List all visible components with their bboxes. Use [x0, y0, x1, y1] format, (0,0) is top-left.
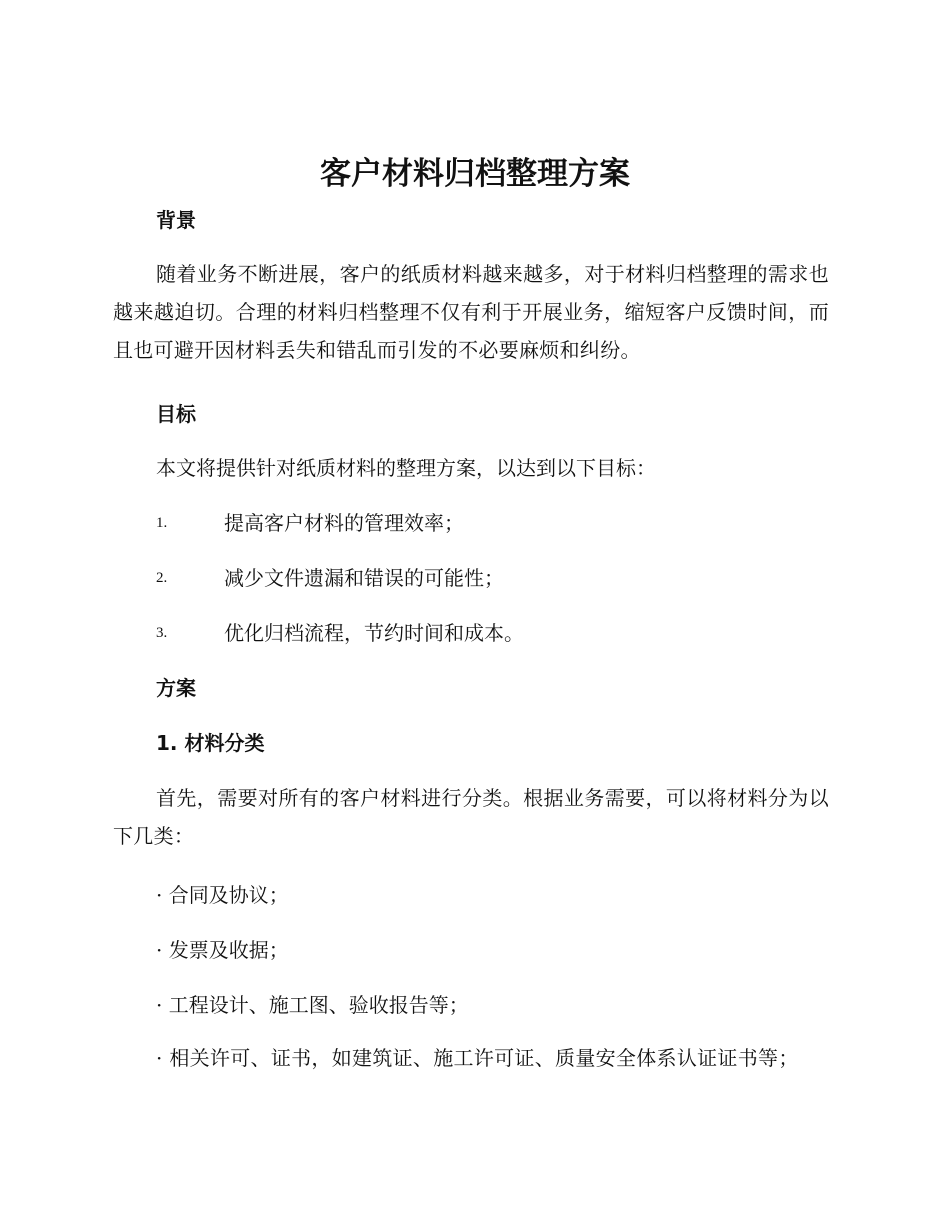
list-item-text: 减少文件遗漏和错误的可能性； [224, 566, 504, 590]
background-paragraph: 随着业务不断进展，客户的纸质材料越来越多，对于材料归档整理的需求也越来越迫切。合理的材料归档整理不仅有利于开展业务，缩短客户反馈时间，而且也可避开因材料丢失和错乱而引发的不必要麻烦和纠纷。 [113, 262, 829, 362]
list-item-number: 1. [156, 515, 168, 531]
section-heading-background: 背景 [156, 208, 196, 232]
plan-paragraph: 首先，需要对所有的客户材料进行分类。根据业务需要，可以将材料分为以下几类： [113, 786, 829, 848]
goal-intro: 本文将提供针对纸质材料的整理方案，以达到以下目标： [156, 456, 656, 480]
section-heading-goal: 目标 [156, 402, 196, 426]
subheading-material-classification: 1. 材料分类 [156, 731, 265, 755]
list-item: · 工程设计、施工图、验收报告等； [156, 993, 469, 1017]
list-item: · 相关许可、证书，如建筑证、施工许可证、质量安全体系认证证书等； [156, 1046, 799, 1070]
list-item-text: 提高客户材料的管理效率； [224, 511, 464, 535]
section-heading-plan: 方案 [156, 676, 196, 700]
list-item-number: 2. [156, 570, 168, 586]
list-item-number: 3. [156, 625, 168, 641]
list-item: · 发票及收据； [156, 938, 289, 962]
list-item: · 合同及协议； [156, 883, 289, 907]
list-item-text: 优化归档流程，节约时间和成本。 [224, 621, 524, 645]
document-title: 客户材料归档整理方案 [320, 156, 630, 192]
